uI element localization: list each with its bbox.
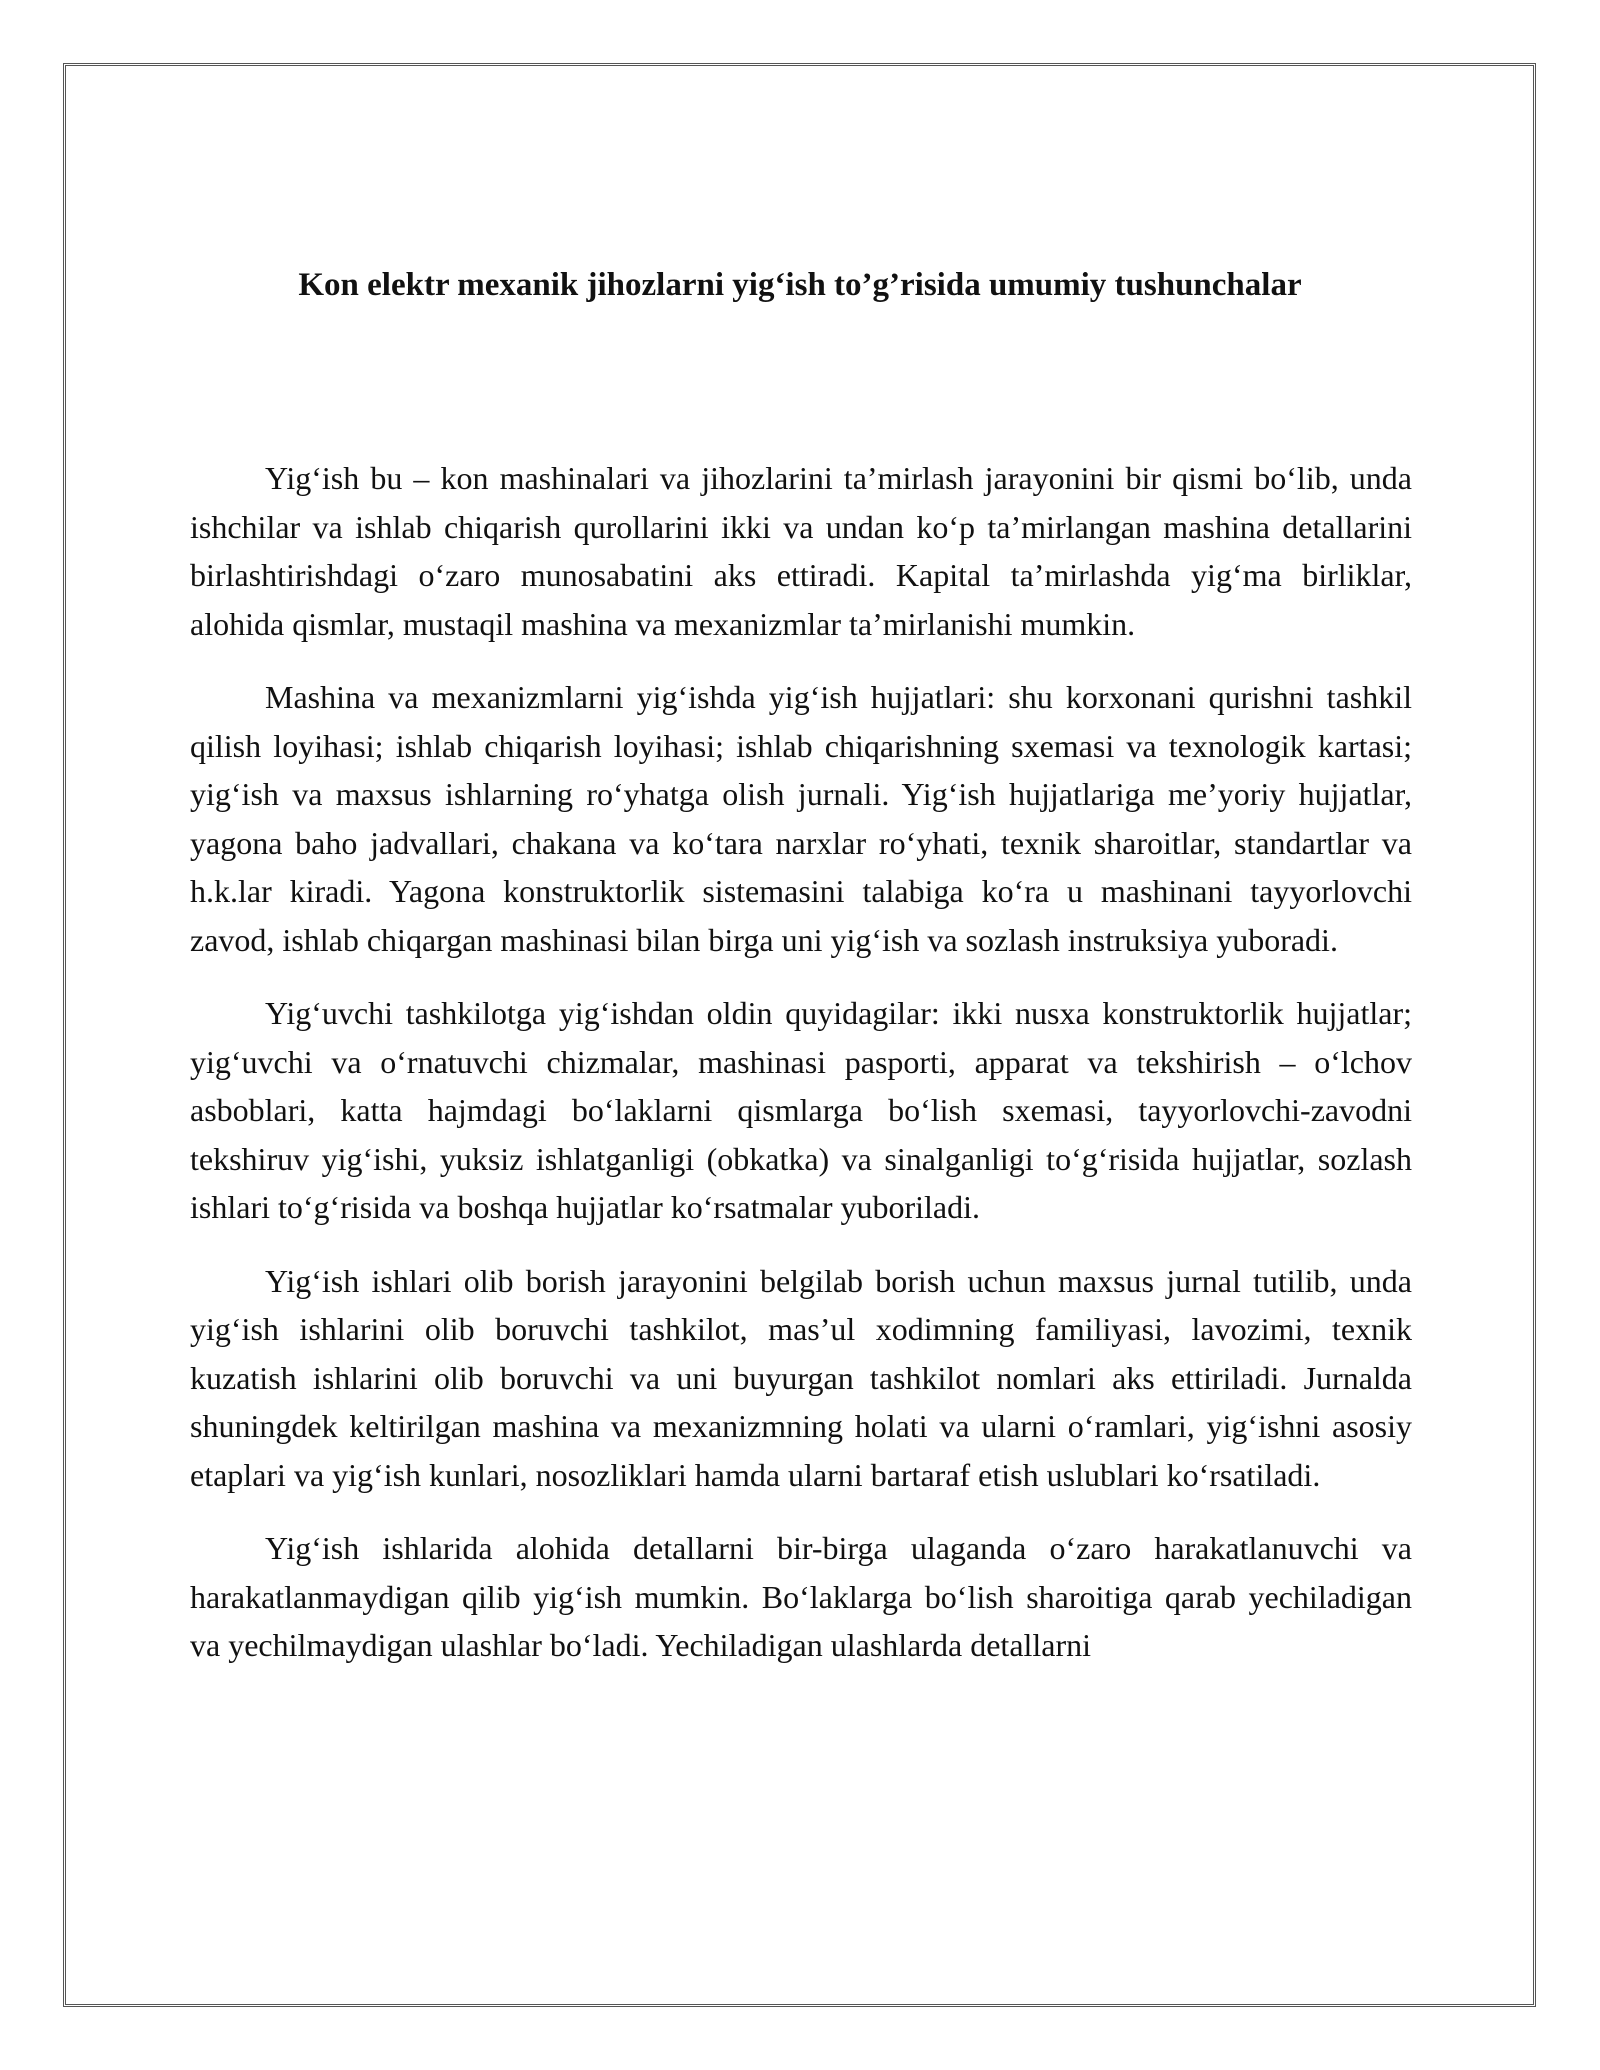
paragraph-5: Yig‘ish ishlarida alohida detallarni bir-birga ulaganda o‘zaro harakatlanuvchi va harakatlanmaydigan qilib yig‘ish mumkin. Bo‘laklarga bo‘lish sharoitiga qarab yechiladigan va yechilmaydigan ulashlar bo‘ladi. Yechiladigan ulashlarda detallarni (190, 1530, 1412, 1663)
document-title: Kon elektr mexanik jihozlarni yig‘ish to’g’risida umumiy tushunchalar (298, 267, 1302, 303)
paragraph-3: Yig‘uvchi tashkilotga yig‘ishdan oldin quyidagilar: ikki nusxa konstruktorlik hujjatlar; yig‘uvchi va o‘rnatuvchi chizmalar, mashinasi pasporti, apparat va tekshirish – o‘lchov asboblari, katta hajmdagi bo‘laklarni qismlarga bo‘lish sxemasi, tayyorlovchi-zavodni tekshiruv yig‘ishi, yuksiz ishlatganligi (obkatka) va sinalganligi to‘g‘risida hujjatlar, sozlash ishlari to‘g‘risida va boshqa hujjatlar ko‘rsatmalar yuboriladi. (190, 995, 1412, 1225)
paragraph-2: Mashina va mexanizmlarni yig‘ishda yig‘ish hujjatlari: shu korxonani qurishni tashkil qilish loyihasi; ishlab chiqarish loyihasi; ishlab chiqarishning sxemasi va texnologik kartasi; yig‘ish va maxsus ishlarning ro‘yhatga olish jurnali. Yig‘ish hujjatlariga me’yoriy hujjatlar, yagona baho jadvallari, chakana va ko‘tara narxlar ro‘yhati, texnik sharoitlar, standartlar va h.k.lar kiradi. Yagona konstruktorlik sistemasini talabiga ko‘ra u mashinani tayyorlovchi zavod, ishlab chiqargan mashinasi bilan birga uni yig‘ish va sozlash instruksiya yuboradi. (190, 679, 1412, 958)
paragraph-4: Yig‘ish ishlari olib borish jarayonini belgilab borish uchun maxsus jurnal tutilib, unda yig‘ish ishlarini olib boruvchi tashkilot, mas’ul xodimning familiyasi, lavozimi, texnik kuzatish ishlarini olib boruvchi va uni buyurgan tashkilot nomlari aks ettiriladi. Jurnalda shuningdek keltirilgan mashina va mexanizmning holati va ularni o‘ramlari, yig‘ishni asosiy etaplari va yig‘ish kunlari, nosozliklari hamda ularni bartaraf etish uslublari ko‘rsatiladi. (190, 1262, 1412, 1493)
paragraph-1: Yig‘ish bu – kon mashinalari va jihozlarini ta’mirlash jarayonini bir qismi bo‘lib, unda ishchilar va ishlab chiqarish qurollarini ikki va undan ko‘p ta’mirlangan mashina detallarini birlashtirishdagi o‘zaro munosabatini aks ettiradi. Kapital ta’mirlashda yig‘ma birliklar, alohida qismlar, mustaqil mashina va mexanizmlar ta’mirlanishi mumkin. (190, 460, 1412, 642)
document-body (190, 454, 1412, 1670)
